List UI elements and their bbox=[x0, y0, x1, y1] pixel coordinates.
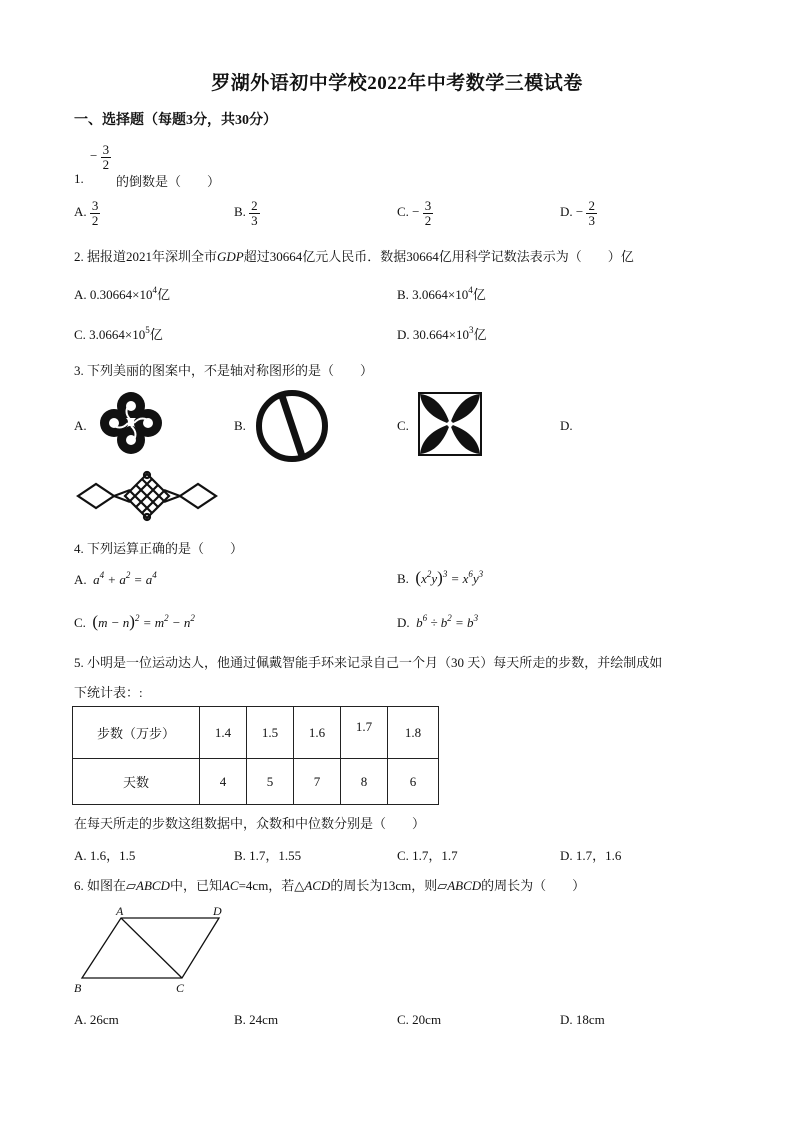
q6-option-b[interactable]: B. 24cm bbox=[234, 1012, 279, 1027]
q1-option-d[interactable]: D. − $\frac{2}{3}$ bbox=[560, 198, 595, 228]
q1-stem: 的倒数是（ ） bbox=[116, 174, 221, 189]
exam-title: 罗湖外语初中学校2022年中考数学三模试卷 bbox=[211, 73, 583, 94]
table-cell: 1.6 bbox=[294, 707, 341, 759]
q4-option-d[interactable]: D. $b^6 \div b^2 = b^3$ bbox=[397, 613, 479, 630]
vertex-label-c: C bbox=[176, 981, 185, 995]
q4-option-c[interactable]: C. $(m - n)^2 = m^2 - n^2$ bbox=[74, 612, 195, 631]
pattern-b-icon bbox=[254, 388, 330, 464]
q1-option-a[interactable]: A. $\frac{3}{2}$ bbox=[74, 198, 99, 228]
q2-option-c[interactable]: C. $3.0664\times 10^5$亿 bbox=[74, 325, 163, 342]
q5-stem-line2: 下统计表：: bbox=[74, 685, 143, 700]
q3-label-b[interactable]: B. bbox=[234, 418, 246, 433]
q5-option-d[interactable]: D. 1.7，1.6 bbox=[560, 848, 622, 863]
q2-option-d[interactable]: D. $30.664\times 10^3$亿 bbox=[397, 325, 487, 342]
vertex-label-a: A bbox=[116, 904, 124, 918]
table-cell: 1.5 bbox=[247, 707, 294, 759]
table-cell: 5 bbox=[247, 759, 294, 805]
q1-number: 1. bbox=[74, 171, 84, 186]
q5-stem-line1: 5. 小明是一位运动达人，他通过佩戴智能手环来记录自己一个月（30 天）每天所走的步数，并绘制成如 bbox=[74, 655, 663, 670]
pattern-d-icon bbox=[76, 470, 218, 522]
table-cell: 1.4 bbox=[200, 707, 247, 759]
table-cell: 步数（万步） bbox=[73, 707, 200, 759]
q3-label-d[interactable]: D. bbox=[560, 418, 573, 433]
steps-table bbox=[72, 706, 439, 805]
table-row bbox=[73, 707, 439, 759]
table-row bbox=[73, 759, 439, 805]
q6-option-a[interactable]: A. 26cm bbox=[74, 1012, 119, 1027]
q5-option-c[interactable]: C. 1.7，1.7 bbox=[397, 848, 458, 863]
q6-option-d[interactable]: D. 18cm bbox=[560, 1012, 605, 1027]
table-cell: 4 bbox=[200, 759, 247, 805]
q5-question: 在每天所走的步数这组数据中，众数和中位数分别是（ ） bbox=[74, 816, 426, 831]
vertex-label-d: D bbox=[213, 904, 222, 918]
q1-expression bbox=[90, 143, 111, 171]
q1-option-c[interactable]: C. − $\frac{3}{2}$ bbox=[397, 198, 432, 228]
q4-option-a[interactable]: A. $a^4 + a^2 = a^4$ bbox=[74, 570, 157, 587]
table-cell: 8 bbox=[341, 759, 388, 805]
q3-label-a[interactable]: A. bbox=[74, 418, 87, 433]
table-cell: 1.7 bbox=[341, 707, 388, 759]
q2-option-a[interactable]: A. $0.30664\times 10^4$亿 bbox=[74, 285, 170, 302]
q3-stem: 3. 下列美丽的图案中，不是轴对称图形的是（ ） bbox=[74, 363, 374, 378]
table-cell: 6 bbox=[388, 759, 439, 805]
q1-neg: − bbox=[90, 148, 98, 164]
table-cell: 1.8 bbox=[388, 707, 439, 759]
table-cell: 天数 bbox=[73, 759, 200, 805]
parallelogram-figure bbox=[72, 904, 232, 996]
q1-fraction: $\frac{3}{2}$ bbox=[102, 142, 110, 172]
parallelogram-shape bbox=[82, 918, 219, 978]
table-cell: 7 bbox=[294, 759, 341, 805]
diagonal-ac bbox=[121, 918, 182, 978]
q6-stem: 6. 如图在▱ABCD中，已知AC=4cm，若△ACD的周长为13cm，则▱ABCD的周长为（ ） bbox=[74, 878, 586, 893]
q3-label-c[interactable]: C. bbox=[397, 418, 409, 433]
vertex-label-b: B bbox=[74, 981, 82, 995]
q2-stem: 2. 据报道2021年深圳全市GDP超过30664亿元人民币．数据30664亿用科学记数法表示为（ ）亿 bbox=[74, 249, 634, 264]
q2-option-b[interactable]: B. $3.0664\times 10^4$亿 bbox=[397, 285, 486, 302]
q4-stem: 4. 下列运算正确的是（ ） bbox=[74, 541, 244, 556]
section-heading: 一、选择题（每题3分，共30分） bbox=[74, 113, 277, 128]
q5-option-a[interactable]: A. 1.6，1.5 bbox=[74, 848, 136, 863]
q1-option-b[interactable]: B. $\frac{2}{3}$ bbox=[234, 198, 258, 228]
pattern-c-icon bbox=[418, 392, 482, 456]
q4-option-b[interactable]: B. $(x^2y)^3 = x^6y^3$ bbox=[397, 568, 484, 587]
q6-option-c[interactable]: C. 20cm bbox=[397, 1012, 442, 1027]
q5-option-b[interactable]: B. 1.7，1.55 bbox=[234, 848, 302, 863]
pattern-a-icon bbox=[96, 392, 166, 454]
